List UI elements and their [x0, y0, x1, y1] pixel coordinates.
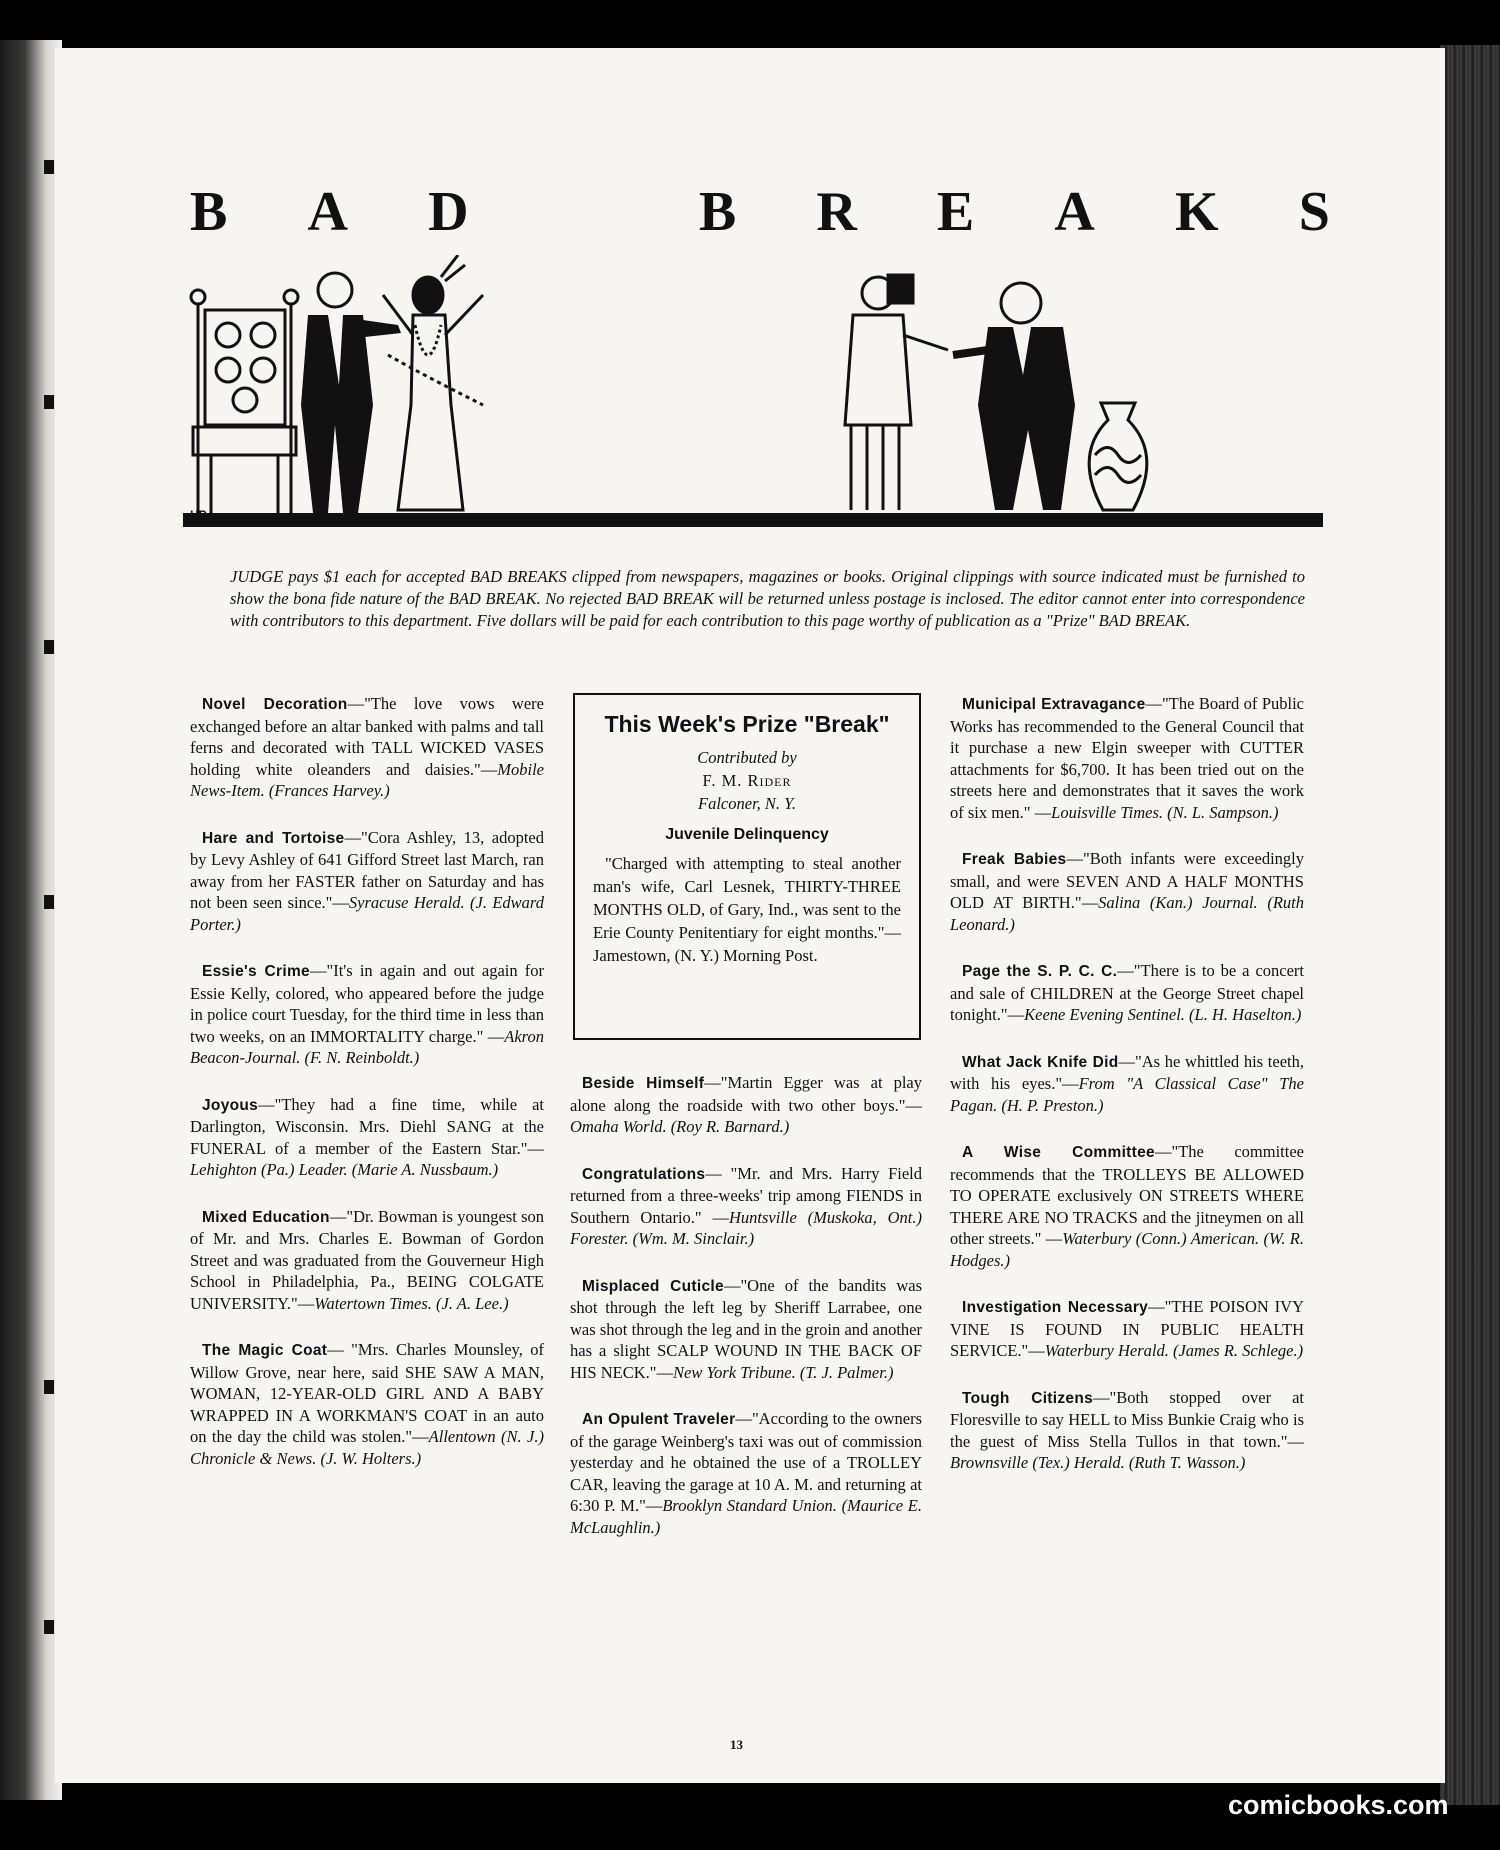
title-letter: D	[428, 181, 469, 243]
bad-break-item	[950, 848, 1304, 935]
bad-break-item	[950, 1051, 1304, 1117]
item-headline: Freak Babies	[962, 851, 1067, 868]
item-headline: The Magic Coat	[202, 1342, 328, 1359]
spine-mark	[44, 160, 54, 174]
prize-body: "Charged with attempting to steal another man's wife, Carl Lesnek, THIRTY-THREE MONTHS OLD, of Gary, Ind., was sent to the Erie County Penitentiary for eight months."— Jamestown, (N. Y.) Morning Post.	[593, 854, 901, 965]
item-body: —"One of the bandits was shot through the left leg by Sheriff Larrabee, one was shot through the leg and in the groin and another has a slight SCALP WOUND IN THE BACK OF HIS NECK."—	[570, 1275, 923, 1382]
site-watermark: comicbooks.com	[1228, 1790, 1449, 1820]
item-headline: Investigation Necessary	[962, 1299, 1149, 1316]
item-body: —"The love vows were exchanged before an altar banked with palms and tall ferns and decorated with TALL WICKED VASES holding white oleanders and daisies."—	[190, 694, 544, 779]
item-source: Syracuse Herald. (J. Edward Porter.)	[190, 893, 544, 934]
item-source: Brooklyn Standard Union. (Maurice E. McLaughlin.)	[570, 1496, 922, 1537]
item-body: —"They had a fine time, while at Darlington, Wisconsin. Mrs. Diehl SANG at the FUNERAL of a member of the Eastern Star."—	[190, 1094, 544, 1158]
prize-contributed-label: Contributed by	[697, 748, 797, 767]
title-letter: B	[698, 181, 737, 243]
item-headline: Hare and Tortoise	[202, 829, 345, 847]
bad-break-item	[950, 960, 1304, 1026]
item-source: Huntsville (Muskoka, Ont.) Forester. (Wm. M. Sinclair.)	[570, 1207, 922, 1248]
bad-break-item	[950, 1296, 1304, 1362]
item-headline: Mixed Education	[202, 1208, 330, 1226]
item-body: —"Dr. Bowman is youngest son of Mr. and Mrs. Charles E. Bowman of Gordon Street and was graduated from the Gouverneur High School in Philadelphia, Pa., BEING COLGATE UNIVERSITY."—	[190, 1206, 545, 1313]
column-middle	[570, 1072, 922, 1563]
bad-break-item	[950, 693, 1304, 823]
item-headline: What Jack Knife Did	[962, 1053, 1119, 1071]
item-headline: Novel Decoration	[202, 696, 348, 713]
prize-title: This Week's Prize "Break"	[604, 711, 890, 737]
item-body: —"According to the owners of the garage Weinberg's taxi was out of commission yesterday and he obtained the use of a TROLLEY CAR, leaving the garage at 10 A. M. and returning at 6:30 P. M."—	[570, 1409, 922, 1515]
bad-break-item	[190, 1094, 544, 1181]
item-body: —"The committee recommends that the TROLLEYS BE ALLOWED TO OPERATE exclusively ON STREETS WHERE THERE ARE NO TRACKS and the jitneymen on all other streets." —	[950, 1142, 1304, 1248]
chair-illustration	[191, 290, 298, 513]
item-body: —"Both infants were exceedingly small, and were SEVEN AND A HALF MONTHS OLD AT BIRTH."—	[950, 849, 1304, 912]
column-right	[950, 693, 1304, 1499]
item-body: —"Cora Ashley, 13, adopted by Levy Ashley of 641 Gifford Street last March, ran away from her FASTER father on Saturday and has not been seen since."—	[190, 827, 544, 912]
item-source: Louisville Times. (N. L. Sampson.)	[1051, 802, 1279, 822]
page-number: 13	[730, 1737, 743, 1752]
item-body: —"Martin Egger was at play alone along the roadside with two other boys."—	[570, 1073, 922, 1115]
ground-bar	[183, 513, 1323, 527]
item-source: Brownsville (Tex.) Herald. (Ruth T. Wasson.)	[950, 1453, 1246, 1472]
item-headline: Page the S. P. C. C.	[962, 963, 1118, 980]
item-source: Lehighton (Pa.) Leader. (Marie A. Nussbaum.)	[190, 1160, 499, 1179]
item-body: —"As he whittled his teeth, with his eyes."—	[950, 1051, 1304, 1093]
item-headline: Municipal Extravagance	[962, 696, 1146, 713]
bad-break-item	[570, 1408, 922, 1538]
bad-break-item	[950, 1387, 1304, 1474]
submission-instructions: JUDGE pays $1 each for accepted BAD BREAKS clipped from newspapers, magazines or books. Original clippings with source indicated must be furnished to show the bona fide nature of the BAD BREAK. No rejected BAD BREAK will be returned unless postage is inclosed. The editor cannot enter into correspondence with contributors to this department. Five dollars will be paid for each contribution to this page worthy of publication as a "Prize" BAD BREAK.	[230, 567, 1305, 630]
bad-break-item	[190, 1339, 544, 1469]
item-headline: Misplaced Cuticle	[582, 1277, 724, 1295]
item-headline: Beside Himself	[582, 1075, 705, 1092]
item-headline: Essie's Crime	[202, 963, 310, 980]
item-headline: A Wise Committee	[962, 1144, 1155, 1161]
title-letter: A	[307, 181, 348, 243]
prize-break-box	[573, 693, 921, 1040]
item-source: Allentown (N. J.) Chronicle & News. (J. W. Holters.)	[190, 1427, 544, 1468]
bad-break-item	[190, 827, 544, 936]
spine-mark	[44, 1620, 54, 1634]
title-letter: R	[816, 181, 857, 243]
bad-break-item	[570, 1163, 922, 1250]
item-source: New York Tribune. (T. J. Palmer.)	[673, 1362, 894, 1382]
lady-in-gown-illustration	[383, 255, 483, 510]
spine-mark	[44, 640, 54, 654]
illustrator-signature: HP	[190, 508, 207, 522]
bad-break-item	[570, 1072, 922, 1138]
item-body: —"THE POISON IVY VINE IS FOUND IN PUBLIC HEALTH SERVICE."—	[950, 1297, 1305, 1360]
man-in-tuxedo-illustration	[301, 273, 401, 513]
column-left	[190, 693, 544, 1494]
book-spine-left	[0, 40, 62, 1800]
bad-break-item	[190, 1206, 544, 1315]
item-headline: Congratulations	[582, 1165, 706, 1183]
prize-headline: Juvenile Delinquency	[665, 826, 829, 843]
spine-mark	[44, 1380, 54, 1394]
title-letter: K	[1175, 181, 1219, 243]
item-source: Omaha World. (Roy R. Barnard.)	[570, 1117, 790, 1136]
bad-break-item	[190, 693, 544, 802]
item-source: Waterbury (Conn.) American. (W. R. Hodges.)	[950, 1229, 1304, 1270]
bald-man-illustration	[953, 283, 1075, 510]
title-letter: A	[1054, 181, 1095, 243]
title-letter: B	[190, 181, 228, 243]
title-letter: E	[936, 181, 975, 243]
item-source: Akron Beacon-Journal. (F. N. Reinboldt.)	[190, 1026, 544, 1067]
prize-contributor-place: Falconer, N. Y.	[698, 794, 796, 813]
item-body: —"It's in again and out again for Essie Kelly, colored, who appeared before the judge in police court Tuesday, for the third time in less than two weeks, on an IMMORTALITY charge." —	[190, 961, 545, 1046]
item-body: — "Mr. and Mrs. Harry Field returned from a three-weeks' trip among FIENDS in Southern Ontario." —	[570, 1163, 922, 1227]
item-source: Watertown Times. (J. A. Lee.)	[314, 1293, 509, 1313]
header-illustration	[183, 255, 1323, 535]
prize-contributor-name: F. M. Rider	[702, 771, 792, 790]
bad-break-item	[950, 1141, 1304, 1271]
bad-break-item	[570, 1275, 922, 1384]
item-source: Salina (Kan.) Journal. (Ruth Leonard.)	[950, 893, 1304, 934]
page-title	[190, 180, 1330, 244]
spine-mark	[44, 895, 54, 909]
item-headline: An Opulent Traveler	[582, 1411, 736, 1428]
bad-break-item	[190, 960, 544, 1069]
item-headline: Joyous	[202, 1096, 259, 1114]
item-source: Waterbury Herald. (James R. Schlege.)	[1044, 1341, 1304, 1360]
item-source: Mobile News-Item. (Frances Harvey.)	[190, 759, 544, 800]
item-headline: Tough Citizens	[962, 1389, 1094, 1407]
item-body: —"Both stopped over at Floresville to say HELL to Miss Bunkie Craig who is the guest of Miss Stella Tullos in that town."—	[950, 1387, 1304, 1451]
item-source: From "A Classical Case" The Pagan. (H. P. Preston.)	[950, 1074, 1304, 1115]
item-body: —"There is to be a concert and sale of CHILDREN at the George Street chapel tonight."—	[950, 961, 1304, 1024]
item-body: — "Mrs. Charles Mounsley, of Willow Grove, near here, said SHE SAW A MAN, WOMAN, 12-YEAR-OLD GIRL AND A BABY WRAPPED IN A WORKMAN'S COAT in an auto on the day the child was stolen."—	[190, 1340, 544, 1446]
doctor-illustration	[845, 275, 948, 510]
vase-illustration	[1089, 403, 1147, 510]
book-spine-right	[1440, 45, 1500, 1805]
item-source: Keene Evening Sentinel. (L. H. Haselton.)	[1024, 1005, 1302, 1024]
spine-mark	[44, 395, 54, 409]
title-letter: S	[1298, 181, 1330, 243]
item-body: —"The Board of Public Works has recommended to the General Council that it purchase a new Elgin sweeper with CUTTER attachments for $6,700. It has been tried out on the streets here and demonstrates that it saves the work of six men." —	[950, 694, 1305, 822]
